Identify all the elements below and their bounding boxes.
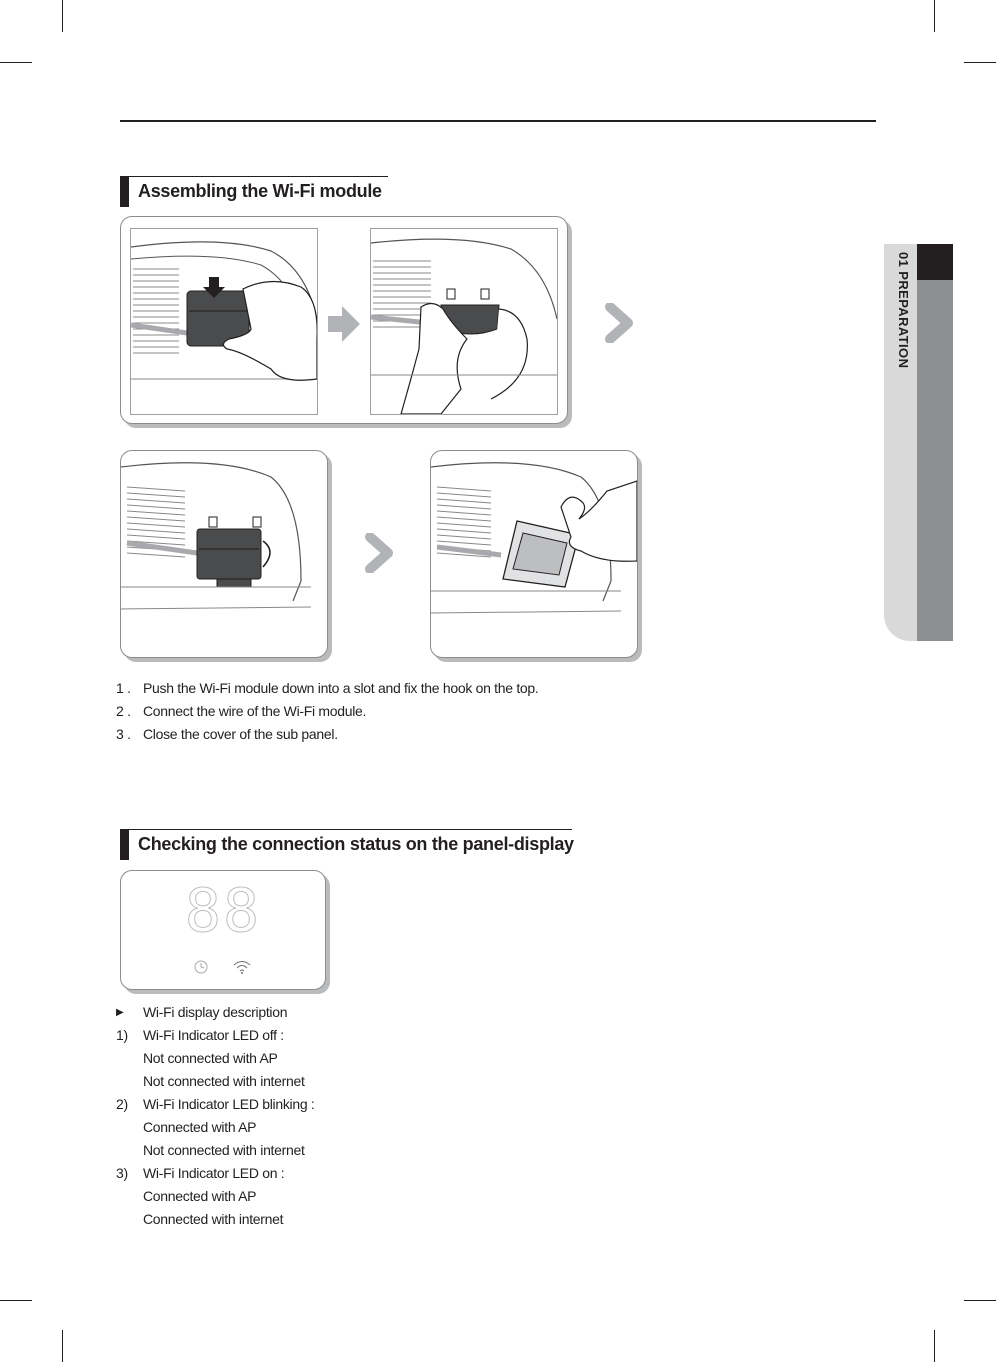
wifi-icon (233, 959, 251, 980)
crop-mark (934, 1330, 935, 1362)
header-rule (120, 120, 876, 122)
illustration-panel-step3 (430, 450, 638, 658)
crop-mark (0, 62, 32, 63)
illustration-panel-step2 (120, 450, 328, 658)
status-text: Connected with internet (143, 1211, 284, 1227)
heading-bar (120, 829, 129, 860)
step-text: Connect the wire of the Wi-Fi module. (143, 703, 367, 719)
crop-mark (62, 1330, 63, 1362)
section-heading-assembling (120, 176, 388, 208)
step-number: 1 . (116, 680, 131, 696)
status-text: Connected with AP (143, 1188, 257, 1204)
chapter-label (889, 252, 911, 412)
chevron-right-icon (364, 533, 396, 578)
heading-bar (120, 176, 129, 207)
crop-mark (934, 0, 935, 32)
chapter-label-text: 01 PREPARATION (896, 252, 911, 369)
step-text: Close the cover of the sub panel. (143, 726, 338, 742)
crop-mark (964, 62, 996, 63)
status-text: Connected with AP (143, 1119, 257, 1135)
chapter-tab-marker (917, 244, 953, 280)
chevron-right-icon (604, 303, 636, 348)
heading-rule (120, 176, 388, 177)
crop-mark (62, 0, 63, 32)
step-text: Push the Wi-Fi module down into a slot and fix the hook on the top. (143, 680, 539, 696)
status-text: Not connected with internet (143, 1073, 305, 1089)
chapter-tab-edge (917, 244, 953, 641)
triangle-bullet-icon: ▶ (116, 1007, 124, 1018)
heading-rule (120, 829, 572, 830)
crop-mark (0, 1300, 32, 1301)
status-text: Wi-Fi Indicator LED blinking : (143, 1096, 315, 1112)
status-text: Not connected with internet (143, 1142, 305, 1158)
status-number: 2) (116, 1096, 128, 1112)
segment-display: 88 (184, 876, 262, 946)
step-number: 2 . (116, 703, 131, 719)
status-text: Not connected with AP (143, 1050, 278, 1066)
status-number: 3) (116, 1165, 128, 1181)
illustration-insert-module (130, 228, 318, 415)
timer-icon (193, 959, 209, 980)
status-text: Wi-Fi display description (143, 1004, 288, 1020)
section-title: Checking the connection status on the panel-display (138, 834, 574, 854)
step-arrow-icon (328, 306, 360, 347)
section-heading-connection-status (120, 829, 572, 861)
panel-display-illustration (120, 870, 326, 990)
status-text: Wi-Fi Indicator LED on : (143, 1165, 285, 1181)
illustration-hook-module (370, 228, 558, 415)
crop-mark (964, 1300, 996, 1301)
section-title: Assembling the Wi-Fi module (138, 181, 382, 201)
step-number: 3 . (116, 726, 131, 742)
status-number: 1) (116, 1027, 128, 1043)
status-text: Wi-Fi Indicator LED off : (143, 1027, 284, 1043)
